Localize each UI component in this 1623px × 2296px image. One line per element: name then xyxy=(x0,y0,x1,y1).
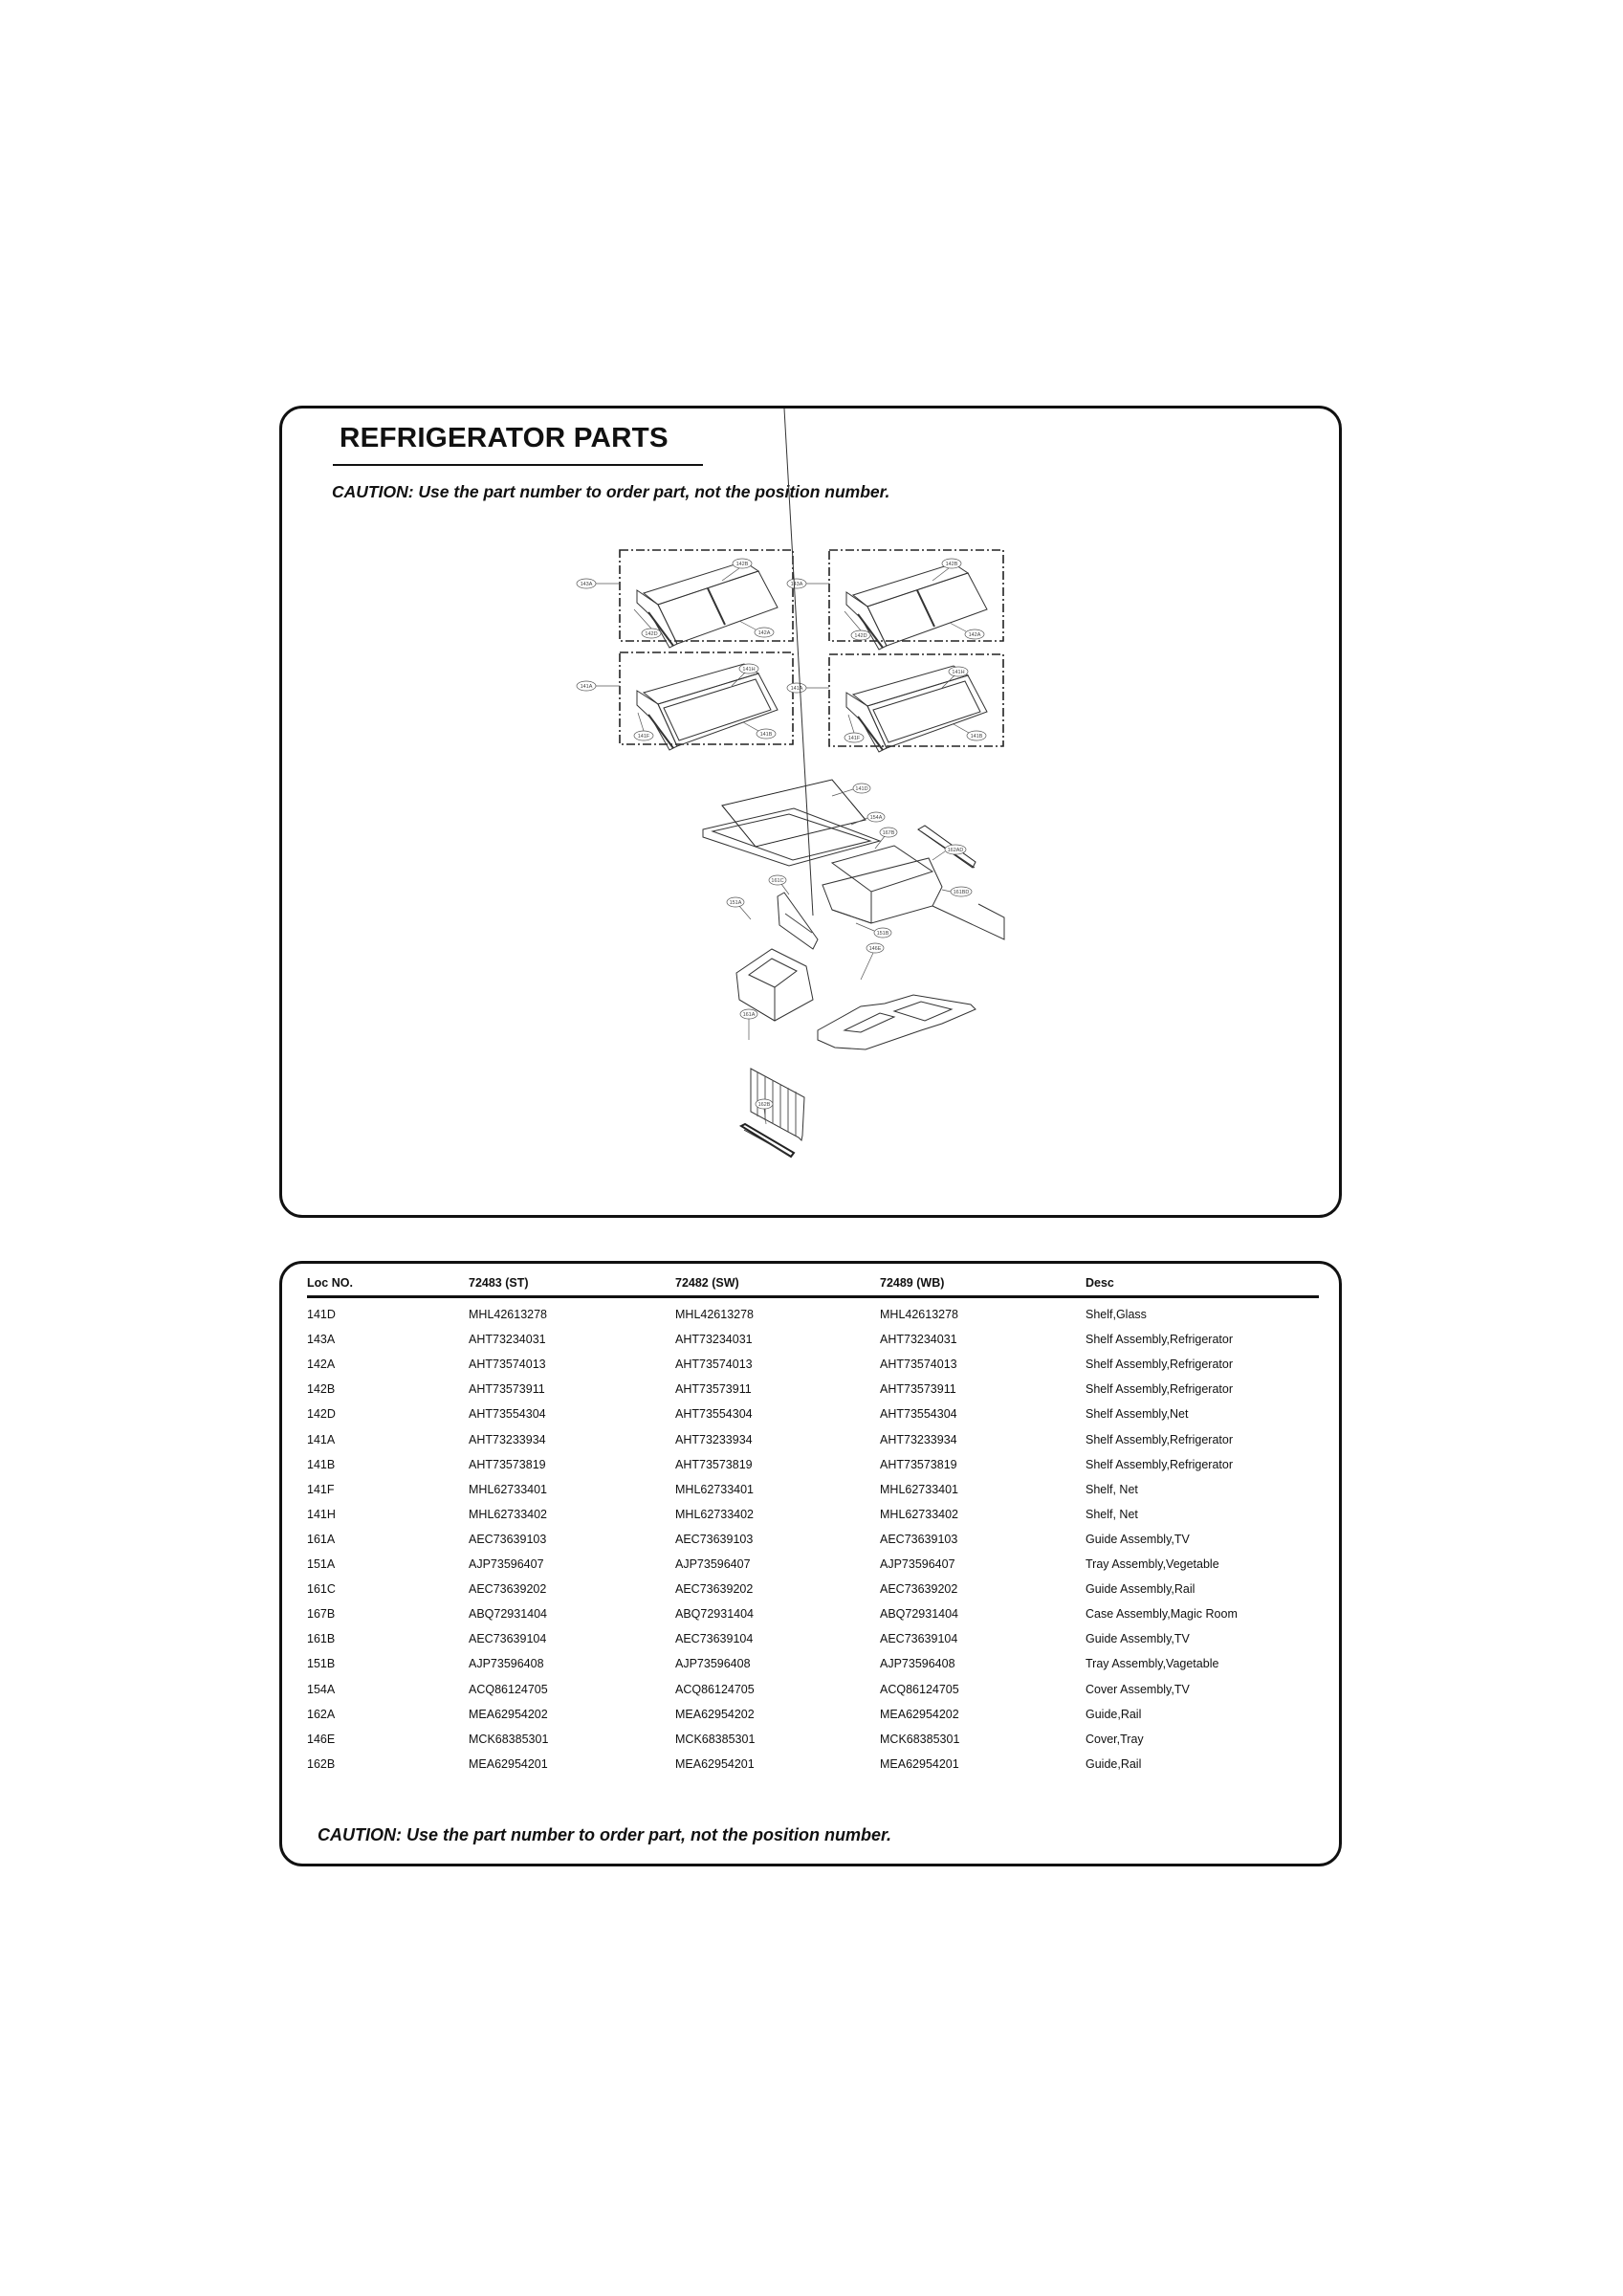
cell-72482-sw: ABQ72931404 xyxy=(675,1607,755,1622)
table-row xyxy=(282,1757,1339,1777)
svg-text:142D: 142D xyxy=(645,631,658,637)
svg-text:141A: 141A xyxy=(790,686,803,692)
cell-loc-no: 161B xyxy=(307,1632,336,1646)
table-row xyxy=(282,1407,1339,1426)
header-loc-no: Loc NO. xyxy=(307,1276,353,1290)
parts-table-panel xyxy=(279,1261,1342,1866)
cell-loc-no: 142D xyxy=(307,1407,336,1422)
header-72482-sw: 72482 (SW) xyxy=(675,1276,739,1290)
cell-72489-wb: AEC73639202 xyxy=(880,1582,958,1597)
table-row xyxy=(282,1708,1339,1727)
cell-72489-wb: AHT73573819 xyxy=(880,1457,957,1471)
cell-72482-sw: MEA62954202 xyxy=(675,1707,755,1721)
cell-desc: Shelf, Net xyxy=(1086,1482,1138,1496)
diagram-panel xyxy=(279,406,1342,1218)
cell-72482-sw: MHL62733402 xyxy=(675,1507,755,1521)
cell-72483-st: MEA62954202 xyxy=(469,1707,548,1721)
cell-72489-wb: AHT73574013 xyxy=(880,1358,957,1372)
page-title: REFRIGERATOR PARTS xyxy=(340,423,669,453)
cell-72489-wb: AJP73596408 xyxy=(880,1657,955,1671)
cell-72483-st: AEC73639104 xyxy=(469,1632,547,1646)
cell-72489-wb: AEC73639104 xyxy=(880,1632,958,1646)
cell-72482-sw: MHL62733401 xyxy=(675,1482,755,1496)
cell-72489-wb: AEC73639103 xyxy=(880,1532,958,1546)
cell-loc-no: 141F xyxy=(307,1482,335,1496)
table-row xyxy=(282,1308,1339,1327)
cell-72482-sw: AJP73596407 xyxy=(675,1557,751,1571)
svg-text:161C: 161C xyxy=(771,878,784,884)
cell-72483-st: AEC73639202 xyxy=(469,1582,547,1597)
cell-72482-sw: MEA62954201 xyxy=(675,1756,755,1771)
table-row xyxy=(282,1533,1339,1552)
cell-72482-sw: AEC73639202 xyxy=(675,1582,754,1597)
cell-loc-no: 146E xyxy=(307,1732,336,1746)
cell-desc: Tray Assembly,Vegetable xyxy=(1086,1557,1219,1571)
header-divider xyxy=(307,1295,1319,1298)
cell-72483-st: AEC73639103 xyxy=(469,1532,547,1546)
table-row xyxy=(282,1433,1339,1452)
cell-desc: Guide,Rail xyxy=(1086,1707,1142,1721)
cell-72489-wb: ABQ72931404 xyxy=(880,1607,959,1622)
header-72489-wb: 72489 (WB) xyxy=(880,1276,945,1290)
cell-loc-no: 161A xyxy=(307,1532,336,1546)
cell-72483-st: ABQ72931404 xyxy=(469,1607,548,1622)
cell-72482-sw: AHT73574013 xyxy=(675,1358,753,1372)
cell-desc: Guide Assembly,Rail xyxy=(1086,1582,1195,1597)
cell-desc: Shelf, Net xyxy=(1086,1507,1138,1521)
table-row xyxy=(282,1483,1339,1502)
cell-72483-st: AHT73233934 xyxy=(469,1432,546,1446)
cell-72482-sw: AJP73596408 xyxy=(675,1657,751,1671)
cell-72483-st: AHT73234031 xyxy=(469,1333,546,1347)
table-row xyxy=(282,1358,1339,1377)
cell-72489-wb: MEA62954202 xyxy=(880,1707,959,1721)
cell-desc: Shelf Assembly,Refrigerator xyxy=(1086,1333,1233,1347)
cell-72483-st: AJP73596408 xyxy=(469,1657,544,1671)
svg-text:141F: 141F xyxy=(637,734,650,740)
cell-72482-sw: AHT73573819 xyxy=(675,1457,753,1471)
cell-72489-wb: AHT73554304 xyxy=(880,1407,957,1422)
cell-72489-wb: MHL62733402 xyxy=(880,1507,959,1521)
cell-loc-no: 167B xyxy=(307,1607,336,1622)
header-desc: Desc xyxy=(1086,1276,1114,1290)
cell-loc-no: 151B xyxy=(307,1657,336,1671)
cell-desc: Guide Assembly,TV xyxy=(1086,1632,1190,1646)
cell-72483-st: MHL62733402 xyxy=(469,1507,548,1521)
cell-72482-sw: AHT73234031 xyxy=(675,1333,753,1347)
cell-loc-no: 162A xyxy=(307,1707,336,1721)
cell-72482-sw: AEC73639104 xyxy=(675,1632,754,1646)
svg-text:142B: 142B xyxy=(945,562,958,567)
cell-72483-st: MCK68385301 xyxy=(469,1732,549,1746)
svg-text:142D: 142D xyxy=(854,633,867,639)
cell-desc: Shelf Assembly,Refrigerator xyxy=(1086,1382,1233,1397)
svg-text:141F: 141F xyxy=(847,736,861,741)
shelf-box-1 xyxy=(620,550,1003,746)
cell-72483-st: MHL62733401 xyxy=(469,1482,548,1496)
table-row xyxy=(282,1683,1339,1702)
svg-text:162AD: 162AD xyxy=(947,848,964,853)
table-row xyxy=(282,1733,1339,1752)
table-row xyxy=(282,1582,1339,1601)
cell-72482-sw: AEC73639103 xyxy=(675,1532,754,1546)
table-row xyxy=(282,1657,1339,1676)
cell-desc: Shelf Assembly,Refrigerator xyxy=(1086,1432,1233,1446)
table-row xyxy=(282,1632,1339,1651)
table-row xyxy=(282,1333,1339,1352)
svg-text:142B: 142B xyxy=(735,562,749,567)
cell-loc-no: 151A xyxy=(307,1557,336,1571)
cell-72482-sw: AHT73554304 xyxy=(675,1407,753,1422)
cell-desc: Shelf Assembly,Refrigerator xyxy=(1086,1358,1233,1372)
cell-72483-st: AHT73574013 xyxy=(469,1358,546,1372)
cell-loc-no: 154A xyxy=(307,1682,336,1696)
cell-desc: Guide,Rail xyxy=(1086,1756,1142,1771)
svg-text:141B: 141B xyxy=(970,734,983,740)
caution-note-top: CAUTION: Use the part number to order part, not the position number. xyxy=(332,482,890,501)
cell-desc: Shelf Assembly,Refrigerator xyxy=(1086,1457,1233,1471)
cell-desc: Shelf,Glass xyxy=(1086,1308,1147,1321)
cell-72482-sw: AHT73573911 xyxy=(675,1382,752,1397)
svg-text:141H: 141H xyxy=(742,667,756,673)
cell-72483-st: AJP73596407 xyxy=(469,1557,544,1571)
cell-loc-no: 141A xyxy=(307,1432,336,1446)
header-72483-st: 72483 (ST) xyxy=(469,1276,529,1290)
cell-72483-st: MEA62954201 xyxy=(469,1756,548,1771)
cell-72483-st: ACQ86124705 xyxy=(469,1682,548,1696)
cell-desc: Cover Assembly,TV xyxy=(1086,1682,1190,1696)
cell-loc-no: 142B xyxy=(307,1382,336,1397)
svg-text:142A: 142A xyxy=(968,632,981,638)
svg-text:167B: 167B xyxy=(882,830,895,836)
table-row xyxy=(282,1382,1339,1402)
cell-loc-no: 161C xyxy=(307,1582,336,1597)
cell-72489-wb: AHT73234031 xyxy=(880,1333,957,1347)
cell-loc-no: 141D xyxy=(307,1308,336,1321)
svg-text:154A: 154A xyxy=(869,815,883,821)
cell-desc: Shelf Assembly,Net xyxy=(1086,1407,1189,1422)
cell-72489-wb: AHT73573911 xyxy=(880,1382,956,1397)
svg-text:143A: 143A xyxy=(790,582,803,587)
table-row xyxy=(282,1458,1339,1477)
caution-note-bottom: CAUTION: Use the part number to order part, not the position number. xyxy=(318,1825,892,1844)
svg-text:151A: 151A xyxy=(729,900,742,906)
svg-text:151B: 151B xyxy=(876,931,889,937)
cell-72482-sw: AHT73233934 xyxy=(675,1432,753,1446)
svg-text:143A: 143A xyxy=(580,582,593,587)
svg-text:141D: 141D xyxy=(855,786,868,792)
table-row xyxy=(282,1557,1339,1577)
svg-text:141H: 141H xyxy=(952,670,965,675)
cell-loc-no: 162B xyxy=(307,1756,336,1771)
cell-72483-st: AHT73573819 xyxy=(469,1457,546,1471)
cell-72489-wb: MEA62954201 xyxy=(880,1756,959,1771)
table-header xyxy=(282,1276,1339,1295)
svg-text:161A: 161A xyxy=(742,1012,756,1018)
cell-desc: Cover,Tray xyxy=(1086,1732,1144,1746)
cell-72489-wb: ACQ86124705 xyxy=(880,1682,959,1696)
cell-72489-wb: MCK68385301 xyxy=(880,1732,960,1746)
exploded-parts-diagram xyxy=(282,408,1339,1215)
cell-loc-no: 141H xyxy=(307,1507,336,1521)
svg-text:142A: 142A xyxy=(757,630,771,636)
cell-desc: Tray Assembly,Vagetable xyxy=(1086,1657,1219,1671)
cell-72482-sw: MHL42613278 xyxy=(675,1308,755,1321)
svg-text:141B: 141B xyxy=(759,732,773,738)
cell-loc-no: 141B xyxy=(307,1457,336,1471)
cell-72482-sw: MCK68385301 xyxy=(675,1732,756,1746)
cell-loc-no: 143A xyxy=(307,1333,336,1347)
svg-text:141A: 141A xyxy=(580,684,593,690)
table-row xyxy=(282,1607,1339,1626)
cell-72489-wb: MHL62733401 xyxy=(880,1482,959,1496)
cell-desc: Case Assembly,Magic Room xyxy=(1086,1607,1238,1622)
cell-72483-st: MHL42613278 xyxy=(469,1308,548,1321)
table-row xyxy=(282,1508,1339,1527)
cell-72489-wb: AJP73596407 xyxy=(880,1557,955,1571)
svg-text:146E: 146E xyxy=(868,946,882,952)
cell-72489-wb: MHL42613278 xyxy=(880,1308,959,1321)
svg-text:162B: 162B xyxy=(757,1102,771,1108)
cell-72489-wb: AHT73233934 xyxy=(880,1432,957,1446)
svg-text:161BD: 161BD xyxy=(953,890,970,895)
cell-desc: Guide Assembly,TV xyxy=(1086,1532,1190,1546)
cell-loc-no: 142A xyxy=(307,1358,336,1372)
cell-72483-st: AHT73573911 xyxy=(469,1382,545,1397)
cell-72482-sw: ACQ86124705 xyxy=(675,1682,755,1696)
cell-72483-st: AHT73554304 xyxy=(469,1407,546,1422)
